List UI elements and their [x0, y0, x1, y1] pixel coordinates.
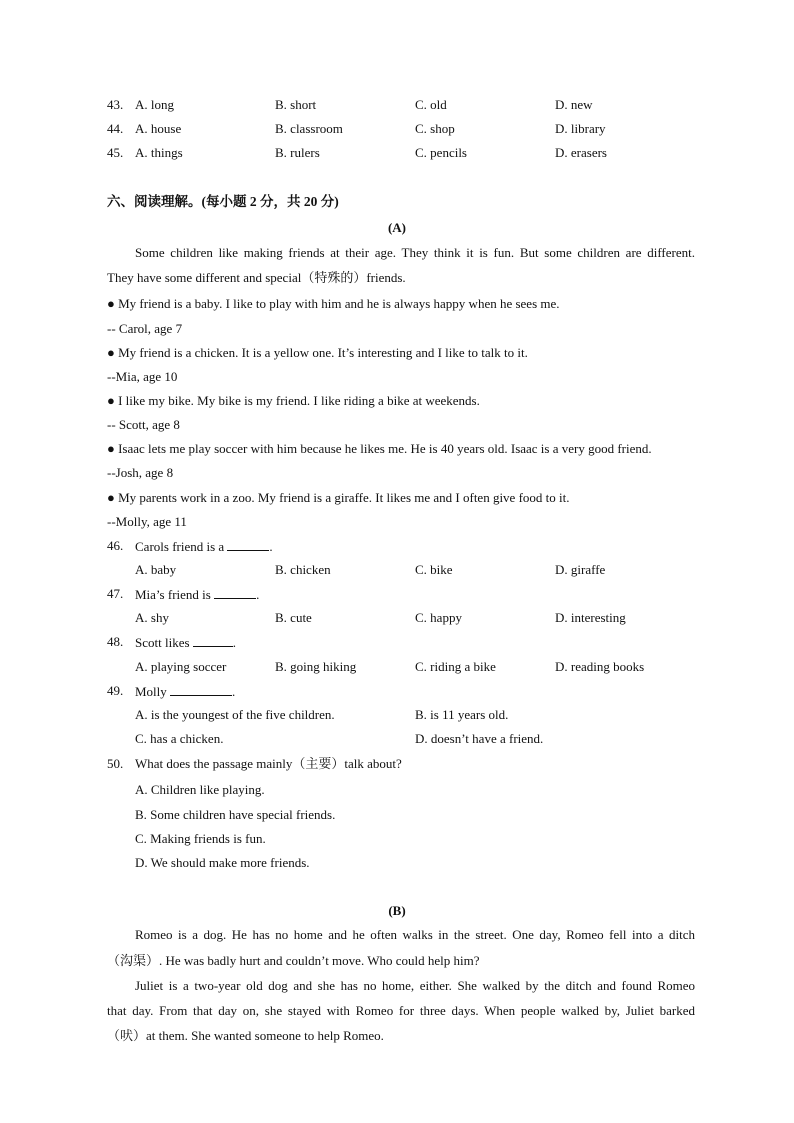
- option-c: C. riding a bike: [415, 659, 496, 674]
- question-number: 46.: [107, 538, 124, 553]
- section-title: 六、阅读理解。(每小题 2 分，共 20 分): [107, 194, 339, 209]
- option-a: A. things: [135, 145, 183, 160]
- question-stem: Scott likes .: [135, 635, 237, 650]
- entry-molly-author: --Molly, age 11: [107, 514, 187, 529]
- entry-molly: ● My parents work in a zoo. My friend is a giraffe. It likes me and I often give food to it.: [107, 490, 570, 505]
- option-b: B. is 11 years old.: [415, 707, 509, 722]
- option-c: C. shop: [415, 121, 455, 136]
- passage-a-intro-line1: Some children like making friends at their age. They think it is fun. But some children are different.: [135, 245, 695, 260]
- entry-carol: ● My friend is a baby. I like to play with him and he is always happy when he sees me.: [107, 296, 560, 311]
- question-number: 49.: [107, 683, 124, 698]
- answer-blank: [170, 683, 232, 696]
- entry-scott-author: -- Scott, age 8: [107, 417, 180, 432]
- question-stem: What does the passage mainly（主要）talk about?: [135, 756, 402, 771]
- option-d: D. reading books: [555, 659, 645, 674]
- option-a: A. house: [135, 121, 182, 136]
- question-stem: Mia’s friend is .: [135, 587, 260, 602]
- passage-b-p2-line2: that day. From that day on, she stayed with Romeo for three days. When people walked by, Juliet barked: [107, 1003, 695, 1018]
- passage-b-p2-line3: （吠）at them. She wanted someone to help Romeo.: [107, 1028, 384, 1043]
- question-stem: Molly .: [135, 684, 236, 699]
- option-b: B. short: [275, 97, 317, 112]
- entry-mia-author: --Mia, age 10: [107, 369, 178, 384]
- option-c: C. happy: [415, 610, 462, 625]
- question-number: 45.: [107, 145, 124, 160]
- passage-a-label: (A): [387, 220, 407, 235]
- option-a: A. playing soccer: [135, 659, 227, 674]
- option-c: C. Making friends is fun.: [135, 831, 266, 846]
- option-d: D. doesn’t have a friend.: [415, 731, 544, 746]
- option-d: D. interesting: [555, 610, 626, 625]
- option-a: A. is the youngest of the five children.: [135, 707, 335, 722]
- question-number: 50.: [107, 756, 124, 771]
- option-b: B. rulers: [275, 145, 320, 160]
- question-number: 47.: [107, 586, 124, 601]
- option-c: C. old: [415, 97, 447, 112]
- entry-carol-author: -- Carol, age 7: [107, 321, 183, 336]
- option-c: C. bike: [415, 562, 453, 577]
- entry-josh: ● Isaac lets me play soccer with him because he likes me. He is 40 years old. Isaac is a very good friend.: [107, 441, 652, 456]
- passage-b-p1-line1: Romeo is a dog. He has no home and he often walks in the street. One day, Romeo fell into a ditch: [135, 927, 695, 942]
- option-d: D. erasers: [555, 145, 607, 160]
- passage-b-label: (B): [388, 903, 406, 918]
- option-d: D. new: [555, 97, 593, 112]
- passage-b-p2-line1: Juliet is a two-year old dog and she has no home, either. She walked by the ditch and found Romeo: [135, 978, 695, 993]
- passage-b-p1-line2: （沟渠）. He was badly hurt and couldn’t move. Who could help him?: [107, 953, 480, 968]
- option-a: A. baby: [135, 562, 177, 577]
- answer-blank: [193, 634, 233, 647]
- option-d: D. library: [555, 121, 606, 136]
- question-number: 43.: [107, 97, 124, 112]
- question-number: 48.: [107, 634, 124, 649]
- option-b: B. cute: [275, 610, 312, 625]
- option-a: A. Children like playing.: [135, 782, 265, 797]
- answer-blank: [214, 586, 256, 599]
- question-stem: Carols friend is a .: [135, 539, 273, 554]
- option-b: B. going hiking: [275, 659, 357, 674]
- option-b: B. Some children have special friends.: [135, 807, 336, 822]
- option-c: C. has a chicken.: [135, 731, 224, 746]
- option-d: D. We should make more friends.: [135, 855, 310, 870]
- passage-a-intro-line2: They have some different and special（特殊的）friends.: [107, 270, 406, 285]
- option-b: B. classroom: [275, 121, 343, 136]
- question-number: 44.: [107, 121, 124, 136]
- entry-mia: ● My friend is a chicken. It is a yellow one. It’s interesting and I like to talk to it.: [107, 345, 528, 360]
- entry-josh-author: --Josh, age 8: [107, 465, 174, 480]
- option-b: B. chicken: [275, 562, 331, 577]
- answer-blank: [227, 538, 269, 551]
- option-a: A. long: [135, 97, 174, 112]
- entry-scott: ● I like my bike. My bike is my friend. I like riding a bike at weekends.: [107, 393, 480, 408]
- option-a: A. shy: [135, 610, 169, 625]
- option-c: C. pencils: [415, 145, 467, 160]
- option-d: D. giraffe: [555, 562, 606, 577]
